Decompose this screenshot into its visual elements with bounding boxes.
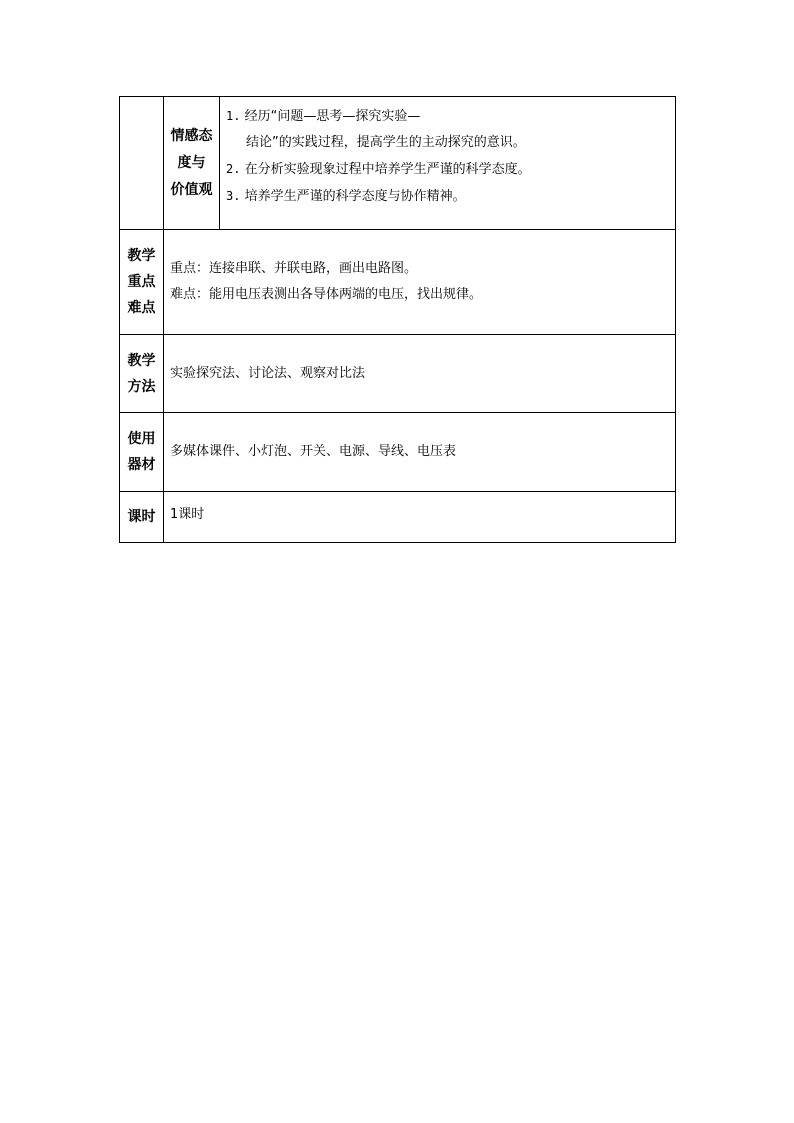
goal-item [226,130,675,156]
equipment-label-line: 使用 [127,431,156,447]
equipment-row [120,413,676,492]
goal-number: 1. [226,109,241,123]
goal-text: 结论”的实践过程，提高学生的主动探究的意识。 [246,135,526,150]
emotion-label-line: 度与 [177,154,206,171]
period-content: 1课时 [164,492,676,543]
goal-item [226,156,675,183]
equipment-label-line: 器材 [127,457,156,473]
period-label: 课时 [120,492,164,543]
key-points-row [120,230,676,335]
equipment-content: 多媒体课件、小灯泡、开关、电源、导线、电压表 [164,413,676,492]
method-content: 实验探究法、讨论法、观察对比法 [164,335,676,413]
goal-number: 3. [226,189,241,203]
key-points-label-line: 重点 [127,274,156,290]
method-label-line: 教学 [127,352,156,369]
key-points-content [164,230,676,335]
lesson-plan-table [119,96,676,543]
key-point-line: 重点：连接串联、并联电路，画出电路图。 [170,261,418,276]
goal-text: 培养学生严谨的科学态度与协作精神。 [244,189,466,204]
key-points-label-line: 教学 [127,248,156,264]
equipment-label [120,413,164,492]
key-points-label-line: 难点 [127,300,156,316]
emotion-empty-cell [120,97,164,230]
period-row [120,492,676,543]
goal-text: 经历“问题—思考—探究实验— [244,109,421,124]
method-label-line: 方法 [127,378,156,395]
emotion-goals [220,97,676,230]
emotion-label [164,97,220,230]
difficulty-line: 难点：能用电压表测出各导体两端的电压，找出规律。 [170,287,483,302]
goal-text: 在分析实验现象过程中培养学生严谨的科学态度。 [244,162,531,177]
method-row [120,335,676,413]
goal-number: 2. [226,162,241,176]
goal-item [226,183,675,210]
goal-item [226,103,675,130]
key-points-label [120,230,164,335]
emotion-label-line: 价值观 [170,181,213,198]
method-label [120,335,164,413]
emotion-row [120,97,676,230]
emotion-label-line: 情感态 [170,127,213,144]
